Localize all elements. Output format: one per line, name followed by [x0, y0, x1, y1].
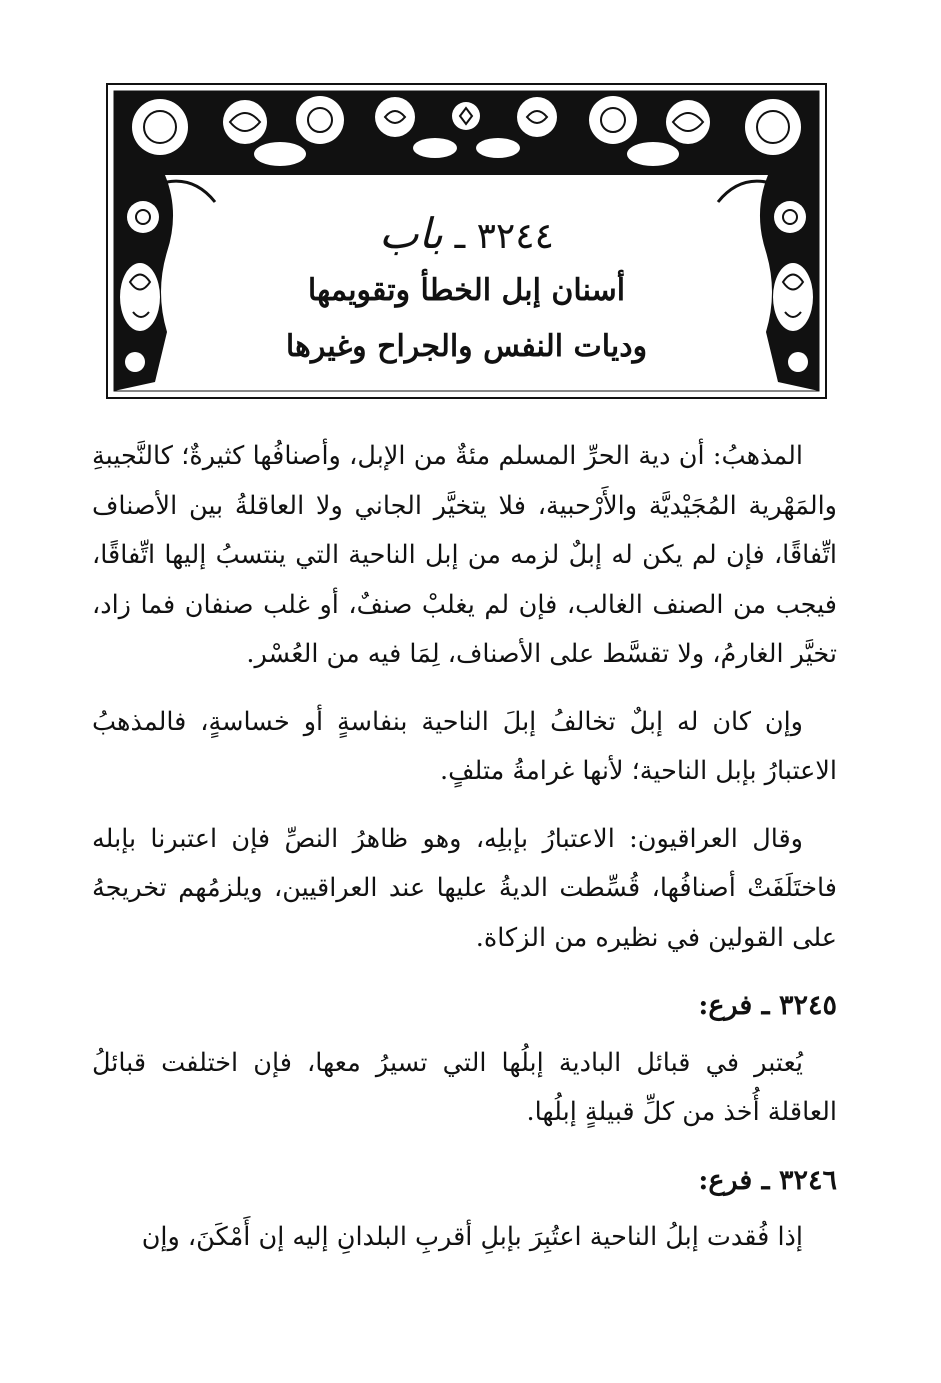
- paragraph-2: وإن كان له إبلٌ تخالفُ إبلَ الناحية بنفاسةٍ أو خساسةٍ، فالمذهبُ الاعتبارُ بإبل الناحية؛ لأنها غرامةُ متلفٍ.: [92, 706, 837, 786]
- paragraph-1: المذهبُ: أن دية الحرِّ المسلم مئةٌ من الإبل، وأصنافُها كثيرةٌ؛ كالنَّجيبةِ والمَهْرية المُجَيْديَّة والأَرْحبية، فلا يتخيَّر الجاني ولا العاقلةُ بين الأصناف اتِّفاقًا، فإن لم يكن له إبلٌ لزمه من إبل الناحية التي ينتسبُ إليها اتِّفاقًا، فيجب من الصنف الغالب، فإن لم يغلبْ صنفٌ، أو غلب صنفان فما زاد، تخيَّر الغارمُ، ولا تقسَّط على الأصناف، لِمَا فيه من العُسْر.: [92, 441, 837, 669]
- chapter-title: [105, 208, 828, 263]
- chapter-separator: ـ: [454, 216, 466, 257]
- chapter-header: [105, 200, 828, 375]
- chapter-subtitle-line-1: أسنان إبل الخطأ وتقويمها: [307, 273, 626, 308]
- section-heading-3246: ٣٢٤٦ ـ فرع:: [698, 1164, 837, 1196]
- section-text-3245: يُعتبر في قبائل البادية إبلُها التي تسيرُ معها، فإن اختلفت قبائلُ العاقلة أُخذ من كلِّ قبيلةٍ إبلُها.: [92, 1047, 837, 1127]
- chapter-word: باب: [379, 209, 444, 258]
- section-text-3246: إذا فُقدت إبلُ الناحية اعتُبِرَ بإبلِ أقربِ البلدانِ إليه إن أَمْكَنَ، وإن: [141, 1222, 803, 1252]
- paragraph-3: وقال العراقيون: الاعتبارُ بإبلِه، وهو ظاهرُ النصِّ فإن اعتبرنا بإبله فاختَلَفَتْ أصنافُها، قُسِّطت الديةُ عليها عند العراقيين، ويلزمُهم تخريجهُ على القولين في نظيره من الزكاة.: [92, 823, 837, 953]
- chapter-number: ٣٢٤٤: [476, 216, 554, 257]
- section-heading-3245: ٣٢٤٥ ـ فرع:: [698, 990, 837, 1021]
- chapter-subtitle-line-2: وديات النفس والجراح وغيرها: [285, 329, 648, 364]
- body-text: [92, 432, 837, 1263]
